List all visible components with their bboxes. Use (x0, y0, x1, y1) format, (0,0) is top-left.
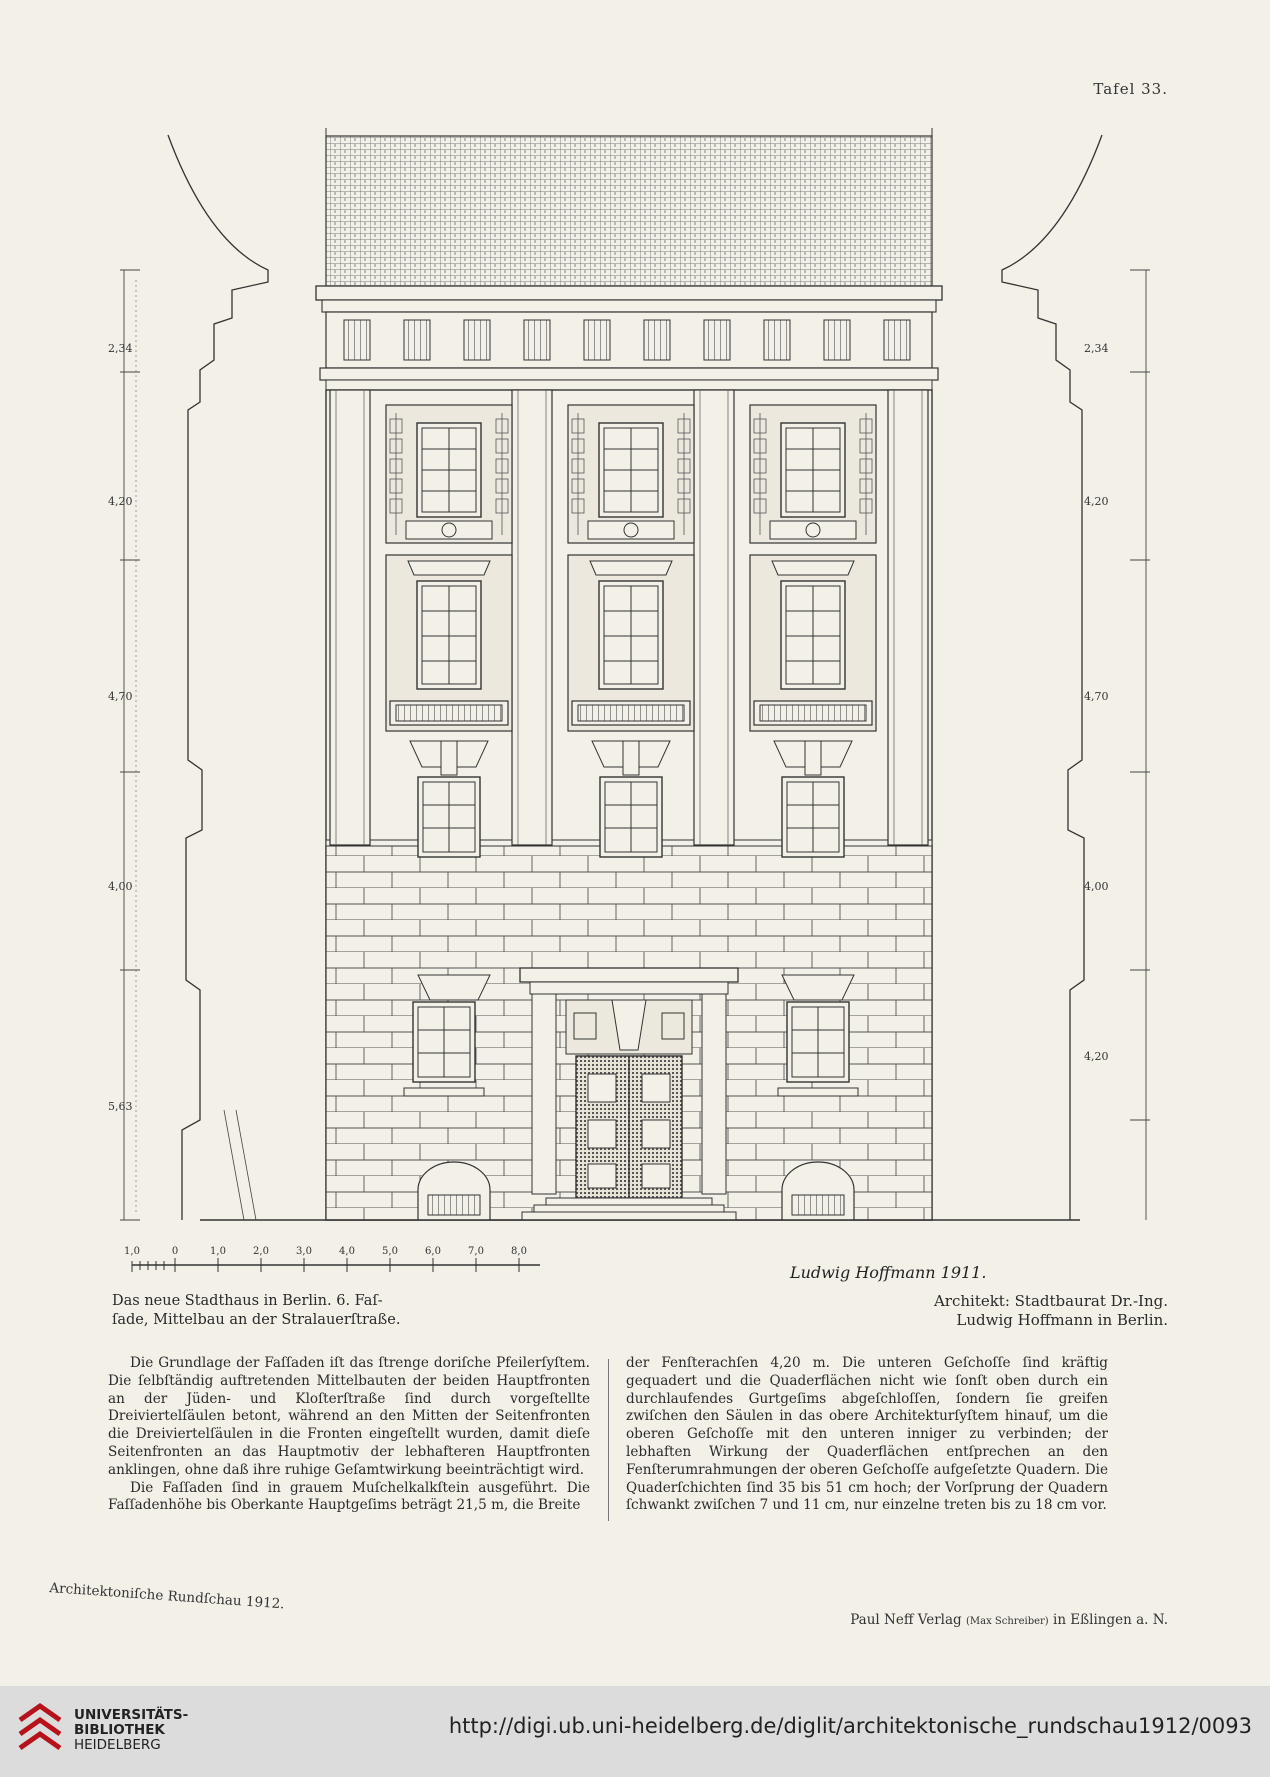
dim-right-2: 4,20 (1084, 495, 1109, 508)
facade-elevation-drawing (0, 120, 1270, 1282)
figure-caption-left (112, 1292, 442, 1330)
publisher: Paul Neff Verlag (850, 1612, 962, 1628)
scale-label: 8,0 (511, 1246, 527, 1257)
scale-label: 4,0 (339, 1246, 355, 1257)
figure-caption-right (838, 1292, 1168, 1330)
paragraph: Die Faſſaden ſind in grauem Muſchelkalkſtein ausgeführt. Die Faſſadenhöhe bis Oberkante Hauptgeſims beträgt 21,5 m, die Breite (108, 1479, 590, 1514)
caption-line: Ludwig Hoffmann in Berlin. (956, 1311, 1168, 1329)
publisher-place: in Eßlingen a. N. (1053, 1612, 1168, 1628)
paragraph: Die Grundlage der Faſſaden iſt das ſtrenge doriſche Pfeilerſyſtem. Die ſelbſtändig auftretenden Mittelbauten der beiden Hauptfronten an der Jüden- und Kloſterſtraße ſind durch vorgeſtellte Dreiviertelſäulen betont, während an den Mitten der Seitenfronten die Dreiviertelſäulen in die Fronten eingeſtellt wurden, damit dieſe Seitenfronten an das Hauptmotiv der lebhafteren Hauptfronten anklingen, ohne daß ihre ruhige Geſamtwirkung beeinträchtigt wird. (108, 1355, 590, 1478)
scale-label: 2,0 (253, 1246, 269, 1257)
column-divider (608, 1359, 609, 1521)
library-name (74, 1708, 188, 1753)
library-logo-icon (14, 1700, 66, 1760)
scale-label: 5,0 (382, 1246, 398, 1257)
dim-right-3: 4,70 (1084, 690, 1109, 703)
dim-left-2: 4,20 (108, 495, 133, 508)
dim-right-4: 4,00 (1084, 880, 1109, 893)
scale-label: 6,0 (425, 1246, 441, 1257)
scale-label: 3,0 (296, 1246, 312, 1257)
permalink-url[interactable]: http://digi.ub.uni-heidelberg.de/diglit/architektonische_rundschau1912/0093 (448, 1714, 1252, 1738)
library-name-line: HEIDELBERG (74, 1737, 161, 1753)
text-column-left (108, 1355, 590, 1515)
dim-left-1: 2,34 (108, 342, 133, 355)
library-name-line: UNIVERSITÄTS- (74, 1707, 189, 1723)
publisher-owner: (Max Schreiber) (965, 1616, 1049, 1627)
caption-line: Architekt: Stadtbaurat Dr.-Ing. (933, 1292, 1168, 1310)
scale-label: 7,0 (468, 1246, 484, 1257)
scale-label: 1,0 (124, 1246, 140, 1257)
journal-name: Architektoniſche Rundſchau 1912. (48, 1580, 286, 1613)
dim-left-3: 4,70 (108, 690, 133, 703)
library-name-line: BIBLIOTHEK (74, 1722, 165, 1738)
dim-right-1: 2,34 (1084, 342, 1109, 355)
caption-line: ſade, Mittelbau an der Stralauerſtraße. (112, 1312, 401, 1328)
dim-left-5: 5,63 (108, 1100, 133, 1113)
left-dimension-ticks (120, 270, 140, 1220)
body-text (108, 1355, 1108, 1525)
text-column-right (626, 1355, 1108, 1515)
paragraph: der Fenſterachſen 4,20 m. Die unteren Geſchoſſe ſind kräftig gequadert und die Quaderflächen nicht wie ſonſt oben durch ein durchlaufendes Gurtgeſims abgeſchloſſen, ſondern ſie greifen zwiſchen den Säulen in das obere Architekturſyſtem hinauf, um die oberen Geſchoſſe mit den unteren inniger zu verbinden; der lebhaften Wirkung der Quaderflächen entſprechen an den Fenſterumrahmungen der oberen Geſchoſſe aufgeſetzte Quadern. Die Quaderſchichten ſind 35 bis 51 cm hoch; der Vorſprung der Quadern ſchwankt zwiſchen 7 und 11 cm, nur einzelne treten bis zu 18 cm vor. (626, 1355, 1108, 1514)
scale-label: 0 (171, 1246, 179, 1257)
scale-bar (124, 1246, 540, 1272)
scale-label: 1,0 (210, 1246, 226, 1257)
plate-number: Tafel 33. (1093, 80, 1168, 98)
dim-left-4: 4,00 (108, 880, 133, 893)
library-footer-bar (0, 1686, 1270, 1777)
right-dimension-ticks (1130, 270, 1150, 1120)
caption-line: Das neue Stadthaus in Berlin. 6. Faſ- (112, 1293, 383, 1309)
architect-signature: Ludwig Hoffmann 1911. (790, 1263, 987, 1282)
publisher-line (850, 1612, 1168, 1628)
dim-right-5: 4,20 (1084, 1050, 1109, 1063)
